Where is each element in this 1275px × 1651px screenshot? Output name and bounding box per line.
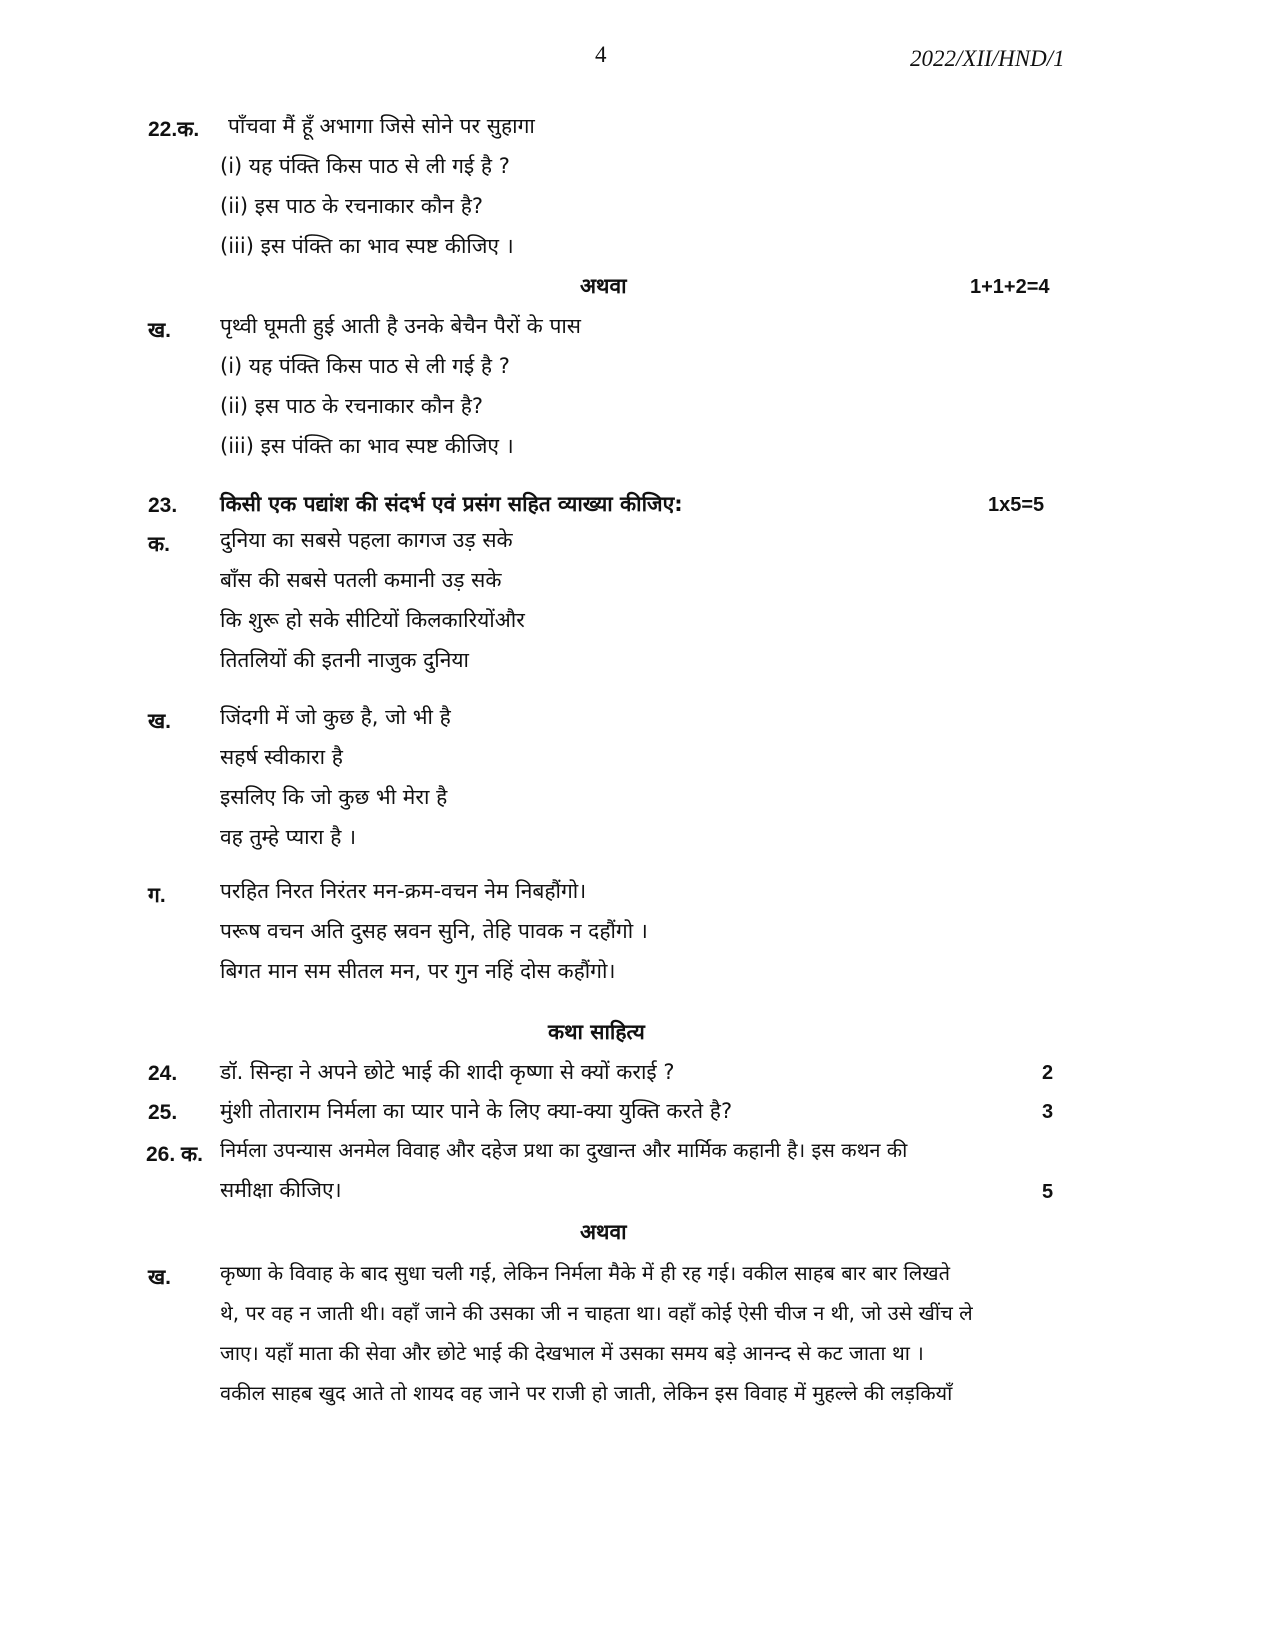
option-label: क. bbox=[148, 533, 170, 556]
verse-line: सहर्ष स्वीकारा है bbox=[220, 745, 343, 769]
option-label: ख. bbox=[148, 1266, 172, 1289]
verse-line: बिगत मान सम सीतल मन, पर गुन नहिं दोस कहौंगो। bbox=[220, 959, 616, 983]
sub-question: (iii) इस पंक्ति का भाव स्पष्ट कीजिए । bbox=[220, 434, 514, 458]
question-number: 24. bbox=[148, 1062, 178, 1085]
option-label: ख. bbox=[148, 319, 172, 342]
passage-line: कृष्णा के विवाह के बाद सुधा चली गई, लेकिन निर्मला मैके में ही रह गई। वकील साहब बार बार लिखते bbox=[220, 1261, 951, 1285]
question-text: समीक्षा कीजिए। bbox=[220, 1178, 342, 1202]
sub-question: (iii) इस पंक्ति का भाव स्पष्ट कीजिए । bbox=[220, 234, 514, 258]
verse-line: परूष वचन अति दुसह स्रवन सुनि, तेहि पावक न दहौंगो । bbox=[220, 919, 648, 943]
question-prompt: किसी एक पद्यांश की संदर्भ एवं प्रसंग सहित व्याख्या कीजिए: bbox=[220, 492, 683, 516]
question-number: 22.क. bbox=[148, 118, 200, 141]
marks: 5 bbox=[1042, 1181, 1054, 1203]
verse-line: कि शुरू हो सके सीटियों किलकारियोंऔर bbox=[220, 608, 525, 632]
verse-line: बाँस की सबसे पतली कमानी उड़ सके bbox=[220, 568, 502, 592]
or-label: अथवा bbox=[580, 1220, 627, 1244]
sub-question: (i) यह पंक्ति किस पाठ से ली गई है ? bbox=[220, 154, 510, 178]
verse-line: तितलियों की इतनी नाजुक दुनिया bbox=[220, 648, 469, 672]
question-text: मुंशी तोताराम निर्मला का प्यार पाने के लिए क्या-क्या युक्ति करते है? bbox=[220, 1099, 733, 1123]
paper-code: 2022/XII/HND/1 bbox=[910, 46, 1065, 71]
sub-question: (ii) इस पाठ के रचनाकार कौन है? bbox=[220, 394, 484, 418]
section-title: कथा साहित्य bbox=[548, 1020, 645, 1044]
sub-question: (ii) इस पाठ के रचनाकार कौन है? bbox=[220, 194, 484, 218]
question-number: 25. bbox=[148, 1101, 178, 1124]
option-label: ग. bbox=[148, 884, 166, 907]
passage-line: थे, पर वह न जाती थी। वहाँ जाने की उसका जी न चाहता था। वहाँ कोई ऐसी चीज न थी, जो उसे खींच ले bbox=[220, 1301, 973, 1325]
marks: 1x5=5 bbox=[988, 494, 1045, 516]
verse-line: दुनिया का सबसे पहला कागज उड़ सके bbox=[220, 528, 513, 552]
page-number: 4 bbox=[595, 42, 607, 67]
passage-line: जाए। यहाँ माता की सेवा और छोटे भाई की देखभाल में उसका समय बड़े आनन्द से कट जाता था । bbox=[220, 1341, 924, 1365]
verse-line: वह तुम्हे प्यारा है । bbox=[220, 825, 357, 849]
or-label: अथवा bbox=[580, 274, 627, 298]
verse-line: पाँचवा मैं हूँ अभागा जिसे सोने पर सुहागा bbox=[228, 114, 535, 138]
passage-line: वकील साहब खुद आते तो शायद वह जाने पर राजी हो जाती, लेकिन इस विवाह में मुहल्ले की लड़कियाँ bbox=[220, 1381, 953, 1405]
verse-line: पृथ्वी घूमती हुई आती है उनके बेचैन पैरों के पास bbox=[220, 314, 582, 338]
sub-question: (i) यह पंक्ति किस पाठ से ली गई है ? bbox=[220, 354, 510, 378]
verse-line: इसलिए कि जो कुछ भी मेरा है bbox=[220, 785, 448, 809]
question-number: 23. bbox=[148, 494, 178, 517]
question-number: 26. क. bbox=[146, 1143, 203, 1166]
option-label: ख. bbox=[148, 710, 172, 733]
marks: 3 bbox=[1042, 1101, 1054, 1123]
verse-line: परहित निरत निरंतर मन-क्रम-वचन नेम निबहौंगो। bbox=[220, 879, 587, 903]
marks: 2 bbox=[1042, 1062, 1054, 1084]
question-text: निर्मला उपन्यास अनमेल विवाह और दहेज प्रथा का दुखान्त और मार्मिक कहानी है। इस कथन की bbox=[220, 1138, 908, 1162]
question-text: डॉ. सिन्हा ने अपने छोटे भाई की शादी कृष्णा से क्यों कराई ? bbox=[220, 1060, 675, 1084]
marks: 1+1+2=4 bbox=[970, 276, 1050, 298]
verse-line: जिंदगी में जो कुछ है, जो भी है bbox=[220, 705, 451, 729]
